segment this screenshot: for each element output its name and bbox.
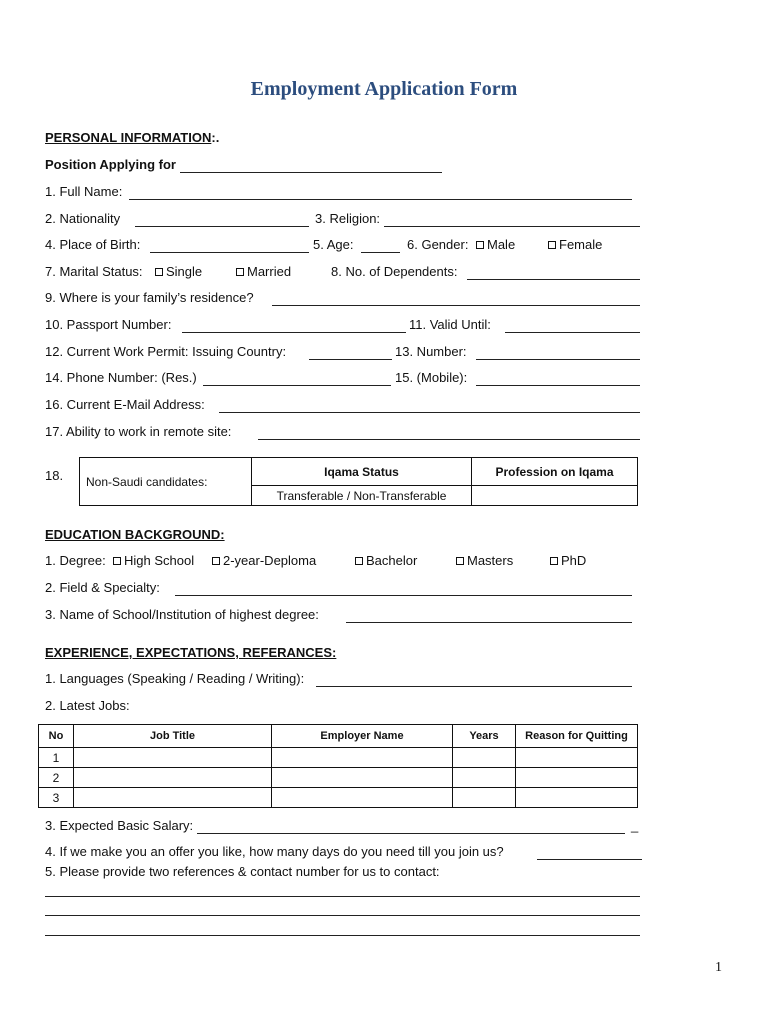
degree-phd[interactable]: PhD <box>550 553 586 568</box>
place-of-birth-field[interactable] <box>150 252 309 253</box>
mobile-label: 15. (Mobile): <box>395 370 468 385</box>
position-field[interactable] <box>180 172 442 173</box>
jobs-header-years: Years <box>453 725 516 748</box>
jobs-header-employer: Employer Name <box>272 725 453 748</box>
languages-field[interactable] <box>316 686 632 687</box>
checkbox-icon[interactable] <box>550 557 558 565</box>
employer-cell[interactable] <box>272 788 453 808</box>
email-field[interactable] <box>219 412 640 413</box>
salary-label: 3. Expected Basic Salary: <box>45 818 194 833</box>
reference-line-2[interactable] <box>45 915 640 916</box>
row-number: 2 <box>39 768 74 788</box>
school-label: 3. Name of School/Institution of highest degree: <box>45 607 319 622</box>
religion-label: 3. Religion: <box>315 211 381 226</box>
passport-field[interactable] <box>182 332 406 333</box>
checkbox-icon[interactable] <box>113 557 121 565</box>
non-saudi-label: Non-Saudi candidates: <box>80 458 252 506</box>
passport-label: 10. Passport Number: <box>45 317 172 332</box>
salary-tail: _ <box>631 818 639 833</box>
degree-bachelor[interactable]: Bachelor <box>355 553 417 568</box>
remote-label: 17. Ability to work in remote site: <box>45 424 232 439</box>
nationality-field[interactable] <box>135 226 309 227</box>
residence-field[interactable] <box>272 305 640 306</box>
marital-single-option[interactable]: Single <box>155 264 202 279</box>
reason-cell[interactable] <box>516 748 638 768</box>
profession-header: Profession on Iqama <box>472 458 638 486</box>
reason-cell[interactable] <box>516 788 638 808</box>
years-cell[interactable] <box>453 768 516 788</box>
checkbox-icon[interactable] <box>548 241 556 249</box>
dependents-field[interactable] <box>467 279 640 280</box>
reference-line-1[interactable] <box>45 896 640 897</box>
degree-2-year[interactable]: 2-year-Deploma <box>212 553 316 568</box>
work-permit-label: 12. Current Work Permit: Issuing Country: <box>45 344 287 359</box>
degree-masters[interactable]: Masters <box>456 553 513 568</box>
religion-field[interactable] <box>384 226 640 227</box>
field-specialty-field[interactable] <box>175 595 632 596</box>
job-title-cell[interactable] <box>74 768 272 788</box>
table-row <box>39 748 638 768</box>
experience-heading: EXPERIENCE, EXPECTATIONS, REFERANCES: <box>45 645 337 660</box>
checkbox-icon[interactable] <box>355 557 363 565</box>
employer-cell[interactable] <box>272 748 453 768</box>
iqama-table <box>79 457 638 506</box>
place-of-birth-label: 4. Place of Birth: <box>45 237 141 252</box>
years-cell[interactable] <box>453 788 516 808</box>
remote-field[interactable] <box>258 439 640 440</box>
checkbox-icon[interactable] <box>155 268 163 276</box>
checkbox-icon[interactable] <box>456 557 464 565</box>
job-title-cell[interactable] <box>74 748 272 768</box>
salary-field[interactable] <box>197 833 625 834</box>
jobs-header-no: No <box>39 725 74 748</box>
jobs-table <box>38 724 638 808</box>
employer-cell[interactable] <box>272 768 453 788</box>
dependents-label: 8. No. of Dependents: <box>331 264 458 279</box>
table-row <box>39 788 638 808</box>
email-label: 16. Current E-Mail Address: <box>45 397 205 412</box>
full-name-field[interactable] <box>129 199 632 200</box>
checkbox-icon[interactable] <box>476 241 484 249</box>
valid-until-field[interactable] <box>505 332 640 333</box>
gender-male-option[interactable]: Male <box>476 237 515 252</box>
age-field[interactable] <box>361 252 400 253</box>
item-18-label: 18. <box>45 468 64 483</box>
jobs-header-title: Job Title <box>74 725 272 748</box>
references-label: 5. Please provide two references & contact number for us to contact: <box>45 864 440 879</box>
languages-label: 1. Languages (Speaking / Reading / Writing): <box>45 671 305 686</box>
school-field[interactable] <box>346 622 632 623</box>
row-number: 1 <box>39 748 74 768</box>
permit-number-label: 13. Number: <box>395 344 467 359</box>
latest-jobs-label: 2. Latest Jobs: <box>45 698 130 713</box>
degree-label: 1. Degree: <box>45 553 106 568</box>
education-heading: EDUCATION BACKGROUND: <box>45 527 225 542</box>
offer-label: 4. If we make you an offer you like, how many days do you need till you join us? <box>45 844 504 859</box>
personal-info-heading: PERSONAL INFORMATION:. <box>45 130 220 145</box>
reference-line-3[interactable] <box>45 935 640 936</box>
nationality-label: 2. Nationality <box>45 211 121 226</box>
mobile-field[interactable] <box>476 385 640 386</box>
residence-label: 9. Where is your family’s residence? <box>45 290 254 305</box>
page-number: 1 <box>715 960 722 975</box>
page-title: Employment Application Form <box>250 78 518 100</box>
job-title-cell[interactable] <box>74 788 272 808</box>
years-cell[interactable] <box>453 748 516 768</box>
field-specialty-label: 2. Field & Specialty: <box>45 580 160 595</box>
marital-status-label: 7. Marital Status: <box>45 264 143 279</box>
checkbox-icon[interactable] <box>212 557 220 565</box>
table-row <box>39 768 638 788</box>
work-permit-country-field[interactable] <box>309 359 392 360</box>
phone-label: 14. Phone Number: (Res.) <box>45 370 197 385</box>
profession-cell[interactable] <box>472 486 638 506</box>
valid-until-label: 11. Valid Until: <box>409 317 491 332</box>
row-number: 3 <box>39 788 74 808</box>
phone-field[interactable] <box>203 385 391 386</box>
checkbox-icon[interactable] <box>236 268 244 276</box>
position-label: Position Applying for <box>45 157 176 172</box>
degree-high-school[interactable]: High School <box>113 553 194 568</box>
jobs-header-reason: Reason for Quitting <box>516 725 638 748</box>
full-name-label: 1. Full Name: <box>45 184 123 199</box>
iqama-status-header: Iqama Status <box>252 458 472 486</box>
reason-cell[interactable] <box>516 768 638 788</box>
permit-number-field[interactable] <box>476 359 640 360</box>
offer-field[interactable] <box>537 859 642 860</box>
gender-label: 6. Gender: <box>407 237 469 252</box>
marital-married-option[interactable]: Married <box>236 264 291 279</box>
iqama-status-value: Transferable / Non-Transferable <box>252 486 472 506</box>
gender-female-option[interactable]: Female <box>548 237 602 252</box>
age-label: 5. Age: <box>313 237 354 252</box>
